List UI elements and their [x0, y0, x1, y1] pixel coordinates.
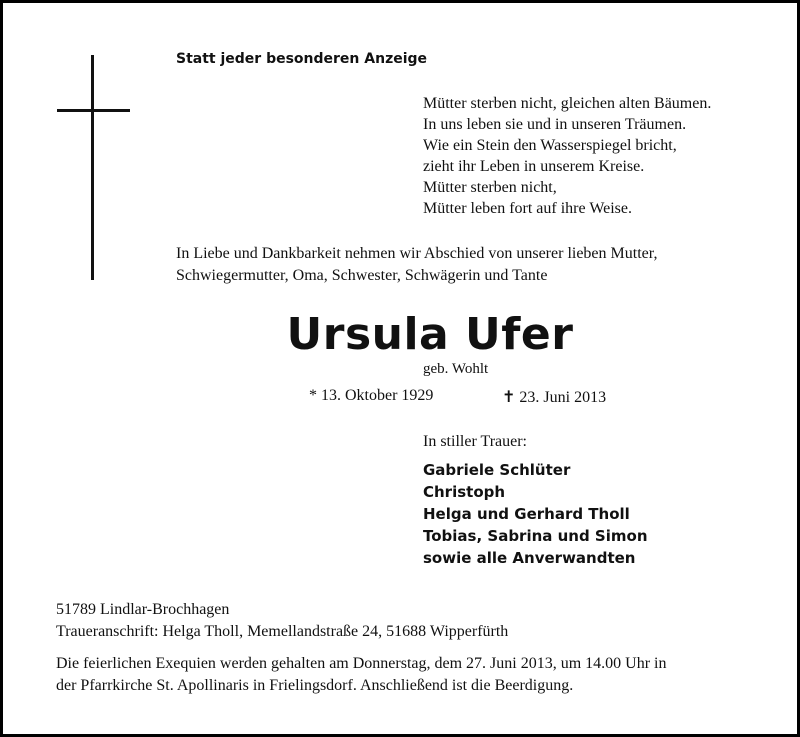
maiden-name: geb. Wohlt: [423, 361, 489, 377]
poem-line: Mütter sterben nicht,: [423, 179, 557, 196]
mourners-list: [423, 459, 648, 569]
funeral-notice: [56, 653, 667, 697]
poem-line: In uns leben sie und in unseren Träumen.: [423, 116, 687, 133]
place-line: 51789 Lindlar-Brochhagen: [56, 601, 230, 618]
dedication-line: In Liebe und Dankbarkeit nehmen wir Abschied von unserer lieben Mutter,: [176, 245, 658, 262]
mourning-address-line: Traueranschrift: Helga Tholl, Memellandstraße 24, 51688 Wipperfürth: [56, 623, 509, 640]
death-date: ✝ 23. Juni 2013: [502, 389, 607, 406]
mourning-label: In stiller Trauer:: [423, 433, 527, 450]
cross-horizontal-bar: [57, 109, 130, 112]
poem-line: zieht ihr Leben in unserem Kreise.: [423, 158, 645, 175]
deceased-name: Ursula Ufer: [286, 309, 574, 360]
poem-line: Wie ein Stein den Wasserspiegel bricht,: [423, 137, 677, 154]
mourner-name: Tobias, Sabrina und Simon: [423, 527, 648, 545]
dedication-line: Schwiegermutter, Oma, Schwester, Schwägerin und Tante: [176, 267, 548, 284]
cross-vertical-bar: [91, 55, 94, 280]
poem-line: Mütter sterben nicht, gleichen alten Bäumen.: [423, 95, 712, 112]
dedication-text: [176, 243, 750, 287]
mourner-name: sowie alle Anverwandten: [423, 549, 636, 567]
address-block: [56, 599, 508, 643]
poem: [423, 93, 711, 219]
mourner-name: Helga und Gerhard Tholl: [423, 505, 630, 523]
birth-date: * 13. Oktober 1929: [309, 387, 434, 404]
notice-line: der Pfarrkirche St. Apollinaris in Frielingsdorf. Anschließend ist die Beerdigung.: [56, 677, 574, 694]
intro-heading: Statt jeder besonderen Anzeige: [176, 51, 428, 67]
mourner-name: Gabriele Schlüter: [423, 461, 571, 479]
mourner-name: Christoph: [423, 483, 506, 501]
notice-line: Die feierlichen Exequien werden gehalten am Donnerstag, dem 27. Juni 2013, um 14.00 Uhr in: [56, 655, 667, 672]
poem-line: Mütter leben fort auf ihre Weise.: [423, 200, 633, 217]
